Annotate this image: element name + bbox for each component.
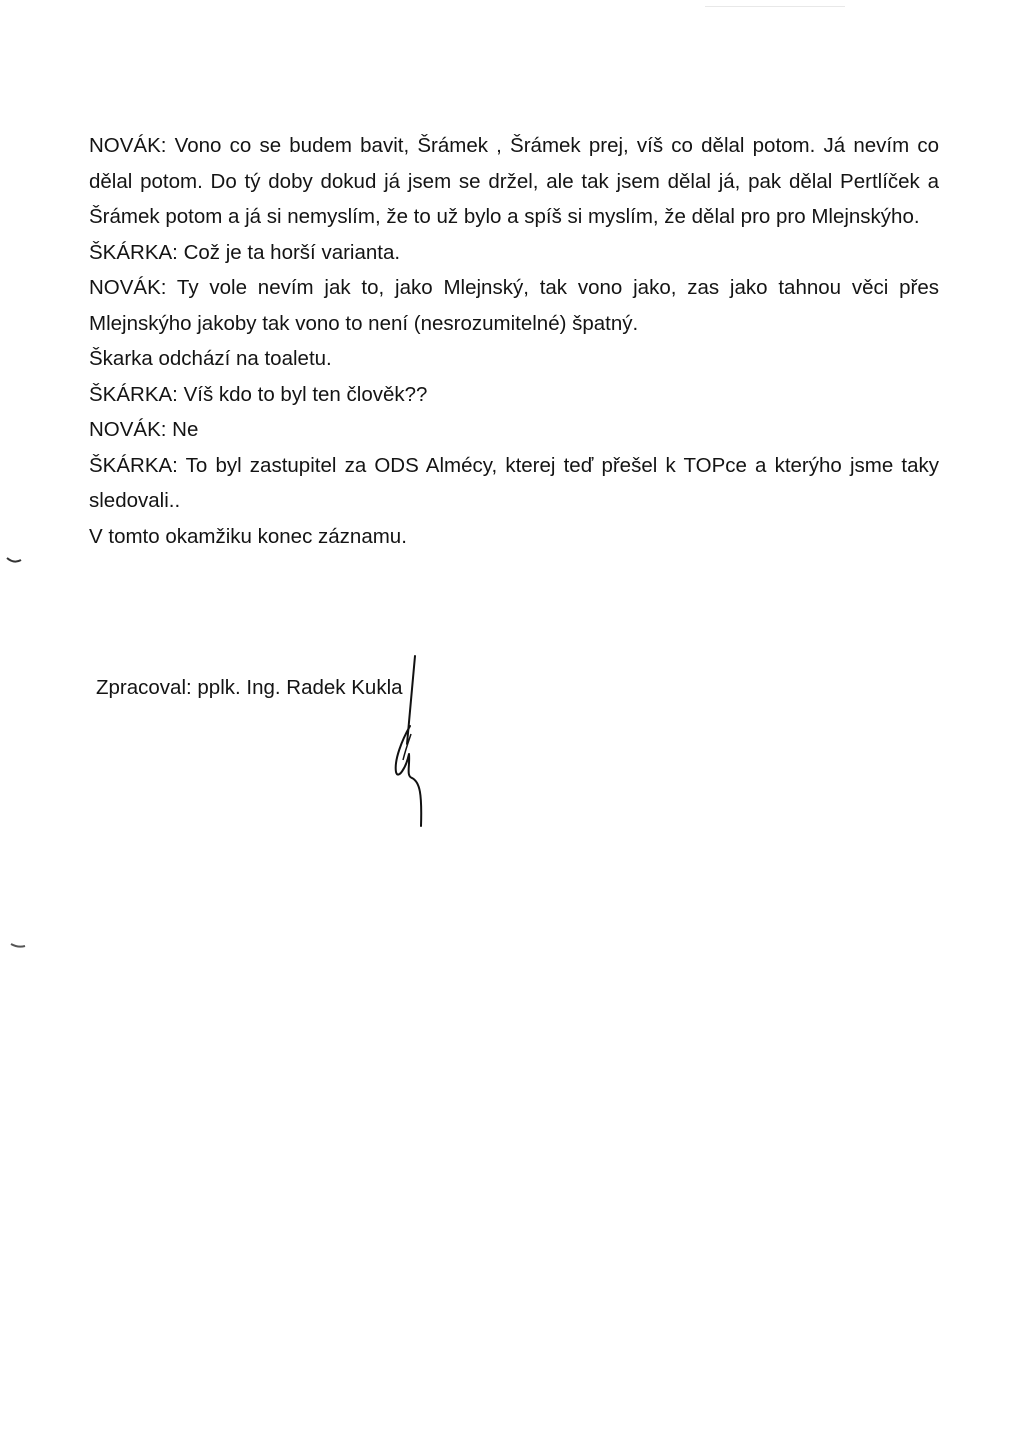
utterance: To byl zastupitel za ODS Almécy, kterej teď přešel k TOPce a kterýho jsme taky sledovali.. (89, 453, 939, 512)
utterance: Vono co se budem bavit, Šrámek , Šrámek prej, víš co dělal potom. Já nevím co dělal potom. Do tý doby dokud já jsem se držel, ale tak jsem dělal já, pak dělal Pertlíček a Šrámek potom a já si nemyslím, že to už bylo a spíš si myslím, že dělal pro pro Mlejnskýho. (89, 134, 940, 228)
note-text: V tomto okamžiku konec záznamu. (89, 524, 407, 548)
transcript-entry (89, 412, 939, 448)
prepared-by: Zpracoval: pplk. Ing. Radek Kukla (96, 676, 403, 699)
stage-note (89, 341, 939, 377)
note-text: Škarka odchází na toaletu. (89, 347, 332, 370)
utterance: Ty vole nevím jak to, jako Mlejnský, tak vono jako, zas jako tahnou věci přes Mlejnskýho jakoby tak vono to není (nesrozumitelné) špatný. (89, 276, 940, 335)
punch-hole-mark-icon (6, 555, 22, 567)
transcript-entry (89, 270, 939, 341)
transcript-entry (89, 448, 939, 519)
utterance: Což je ta horší varianta. (183, 240, 401, 264)
scan-artifact-line (705, 6, 845, 7)
transcript-entry (89, 128, 939, 235)
signature-block (96, 670, 456, 840)
punch-hole-mark-icon (10, 940, 26, 952)
speaker-label: NOVÁK: (89, 276, 167, 299)
speaker-label: ŠKÁRKA: (89, 240, 178, 264)
speaker-label: NOVÁK: (89, 418, 167, 441)
utterance: Víš kdo to byl ten člověk?? (183, 382, 428, 406)
transcript-entry (89, 377, 939, 413)
transcript-entry (89, 235, 939, 271)
speaker-label: NOVÁK: (89, 134, 167, 157)
handwritten-signature-icon (376, 648, 436, 828)
speaker-label: ŠKÁRKA: (89, 382, 178, 406)
speaker-label: ŠKÁRKA: (89, 453, 178, 477)
closing-note (89, 519, 939, 555)
utterance: Ne (172, 418, 199, 441)
transcript (89, 128, 939, 554)
